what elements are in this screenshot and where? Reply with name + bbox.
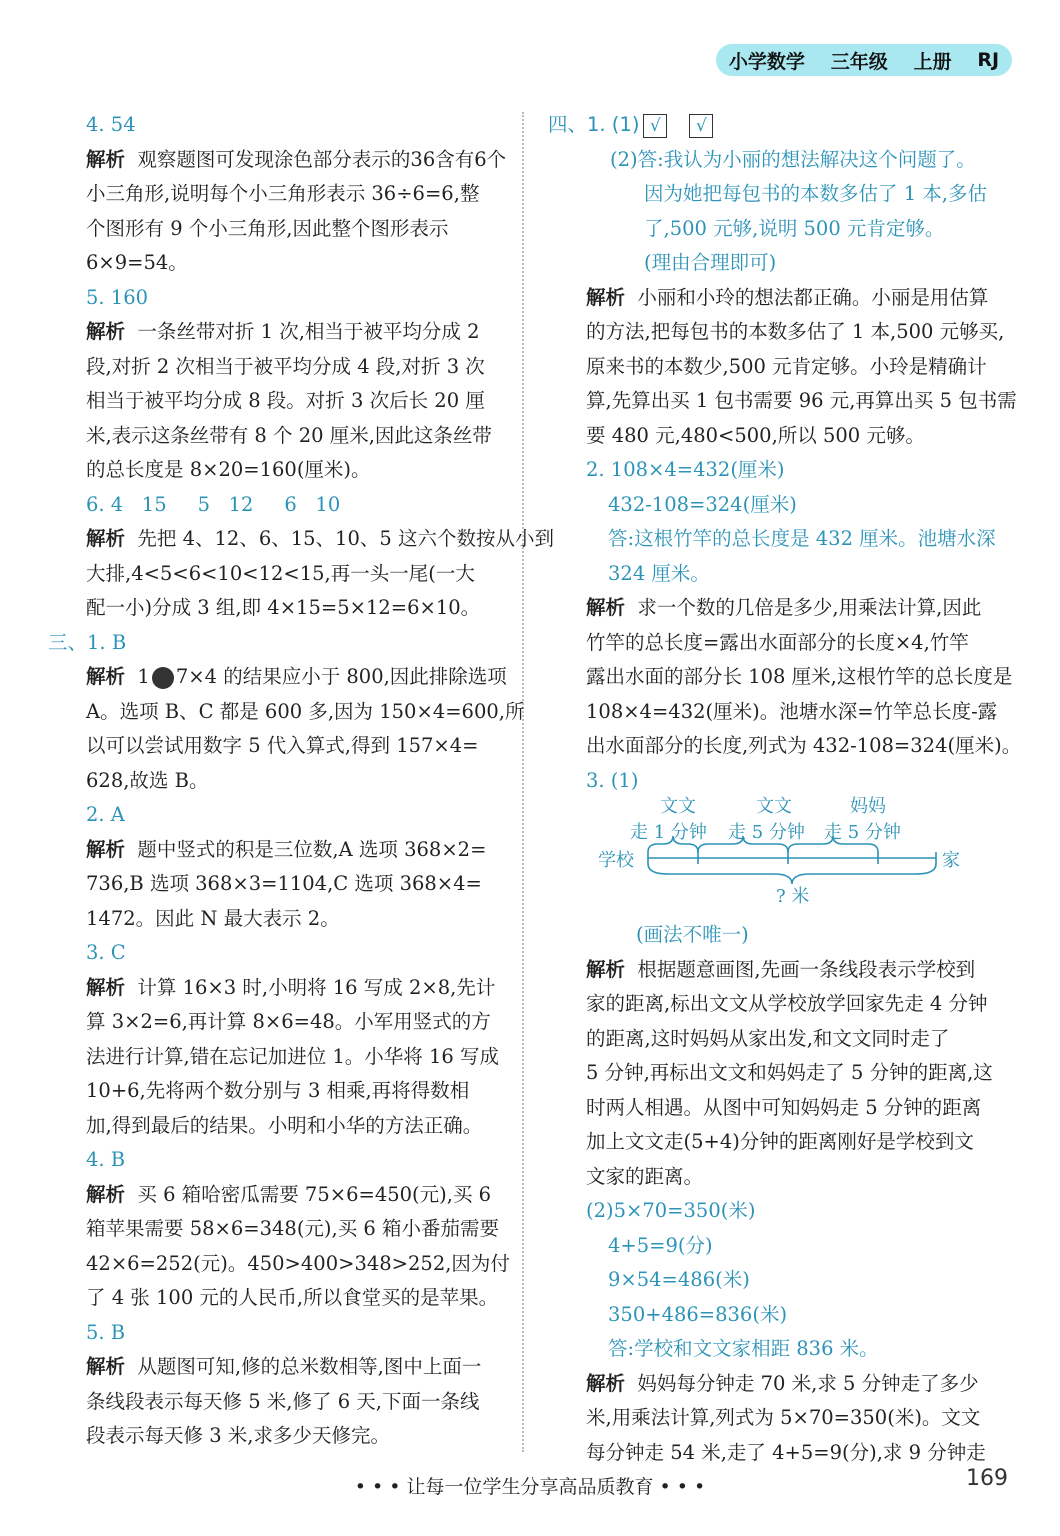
s3-q2-analysis-line: 解析 题中竖式的积是三位数,A 选项 368×2= [86,837,487,861]
analysis-label: 解析 [86,1182,126,1206]
q4-analysis-line: 个图形有 9 个小三角形,因此整个图形表示 [86,216,449,240]
q4-analysis-line: 解析 观察题图可发现涂色部分表示的36含有6个 [86,147,507,171]
analysis-label: 解析 [586,957,626,981]
header-badge [716,44,1012,76]
right-column [548,108,1022,1470]
analysis-label: 解析 [586,596,626,619]
diagram-segment-label: 走 5 分钟 [824,822,901,843]
s4-q3-analysis-line: 家的距离,标出文文从学校放学回家先走 4 分钟 [586,992,988,1015]
s3-q4-analysis-line: 箱苹果需要 58×6=348(元),买 6 箱小番茄需要 [86,1217,500,1240]
header-edition: RJ [977,49,1000,71]
header-volume: 上册 [913,50,952,73]
analysis-label: 解析 [586,285,626,309]
q5-analysis-line: 的总长度是 8×20=160(厘米)。 [86,458,371,481]
header-grade: 三年级 [830,50,888,73]
q5-analysis-line: 米,表示这条丝带有 8 个 20 厘米,因此这条丝带 [86,423,492,447]
analysis-label: 解析 [86,1355,126,1378]
s4-q1-2-answer-line: (理由合理即可) [644,251,777,274]
q4-answer: 4. 54 [86,113,136,136]
s4-q3-note: (画法不唯一) [636,923,749,946]
s4-q1-analysis-line: 算,先算出买 1 包书需要 96 元,再算出买 5 包书需 [586,389,1017,412]
s3-q1-analysis-line: 628,故选 B。 [86,768,209,792]
s4-q1-1-answer [548,108,1018,143]
s3-q2-answer: 2. A [86,803,125,826]
column-divider [522,112,524,1452]
s4-q1-analysis-line: 要 480 元,480<500,所以 500 元够。 [586,423,925,447]
s3-q4-answer: 4. B [86,1148,126,1171]
left-column [48,108,554,1454]
s4-q2-analysis-line: 出水面部分的长度,列式为 432-108=324(厘米)。 [586,734,1022,757]
s4-q2-analysis-line: 解析 求一个数的几倍是多少,用乘法计算,因此 [586,596,982,619]
s4-q1-analysis-line: 解析 小丽和小玲的想法都正确。小丽是用估算 [586,285,989,309]
q6-analysis-line: 配一小)分成 3 组,即 4×15=5×12=6×10。 [86,596,481,619]
s4-q3-analysis-line: 加上文文走(5+4)分钟的距离刚好是学校到文 [586,1130,974,1153]
s4-q2-analysis-line: 108×4=432(厘米)。池塘水深=竹竿总长度-露 [586,699,998,723]
q5-analysis-line: 段,对折 2 次相当于被平均分成 4 段,对折 3 次 [86,354,485,378]
footer-slogan: • • • 让每一位学生分享高品质教育 • • • [354,1476,706,1498]
analysis-label: 解析 [86,320,126,343]
analysis-label: 解析 [86,837,126,861]
s4-q3-2-answer-line: 4+5=9(分) [608,1233,713,1257]
s4-q3-analysis-line: 时两人相遇。从图中可知妈妈走 5 分钟的距离 [586,1095,982,1119]
s3-q3-analysis-line: 10+6,先将两个数分别与 3 相乘,再将得数相 [86,1079,470,1102]
analysis-label: 解析 [86,665,126,688]
q4-analysis-line: 6×9=54。 [86,251,188,274]
analysis-label: 解析 [86,527,126,550]
s3-q4-analysis-line: 了 4 张 100 元的人民币,所以食堂买的是苹果。 [86,1286,499,1309]
s4-q3-2-analysis-line: 米,用乘法计算,列式为 5×70=350(米)。文文 [586,1406,981,1429]
s3-q3-analysis-line: 算 3×2=6,再计算 8×6=48。小军用竖式的方 [86,1010,491,1033]
s3-q3-analysis-line: 解析 计算 16×3 时,小明将 16 写成 2×8,先计 [86,975,496,999]
checkmark-box-icon: √ [689,114,713,138]
diagram-segment-label: 走 1 分钟 [630,822,707,843]
page-number: 169 [966,1466,1008,1491]
s4-q3-analysis-line: 解析 根据题意画图,先画一条线段表示学校到 [586,957,976,981]
s3-q3-analysis-line: 法进行计算,错在忘记加进位 1。小华将 16 写成 [86,1044,500,1068]
s4-q3-2-answer-line: 350+486=836(米) [608,1302,788,1326]
s4-q3-label: 3. (1) [586,768,639,792]
q5-analysis-line: 解析 一条丝带对折 1 次,相当于被平均分成 2 [86,320,480,343]
line-segment-diagram [588,798,1018,918]
s3-q1-answer: 三、1. B [48,630,127,654]
q5-answer: 5. 160 [86,285,149,309]
diagram-segment-label: 走 5 分钟 [728,822,805,843]
s4-q1-2-answer-line: (2)答:我认为小丽的想法解决这个问题了。 [610,147,976,171]
q4-analysis-line: 小三角形,说明每个小三角形表示 36÷6=6,整 [86,182,480,205]
s4-q3-analysis-line: 5 分钟,再标出文文和妈妈走了 5 分钟的距离,这 [586,1061,993,1084]
diagram-top-label: 文文 [660,796,696,817]
s4-q3-2-answer-line: 答:学校和文文家相距 836 米。 [608,1337,879,1360]
diagram-top-label: 文文 [756,796,792,817]
s3-q2-analysis-line: 1472。因此 N 最大表示 2。 [86,906,340,930]
s3-q4-analysis-line: 42×6=252(元)。450>400>348>252,因为付 [86,1251,510,1275]
s3-q3-answer: 3. C [86,941,126,964]
s3-q5-analysis-line: 解析 从题图可知,修的总米数相等,图中上面一 [86,1355,482,1378]
s3-q5-analysis-line: 段表示每天修 3 米,求多少天修完。 [86,1424,391,1447]
s4-q1-2-answer-line: 因为她把每包书的本数多估了 1 本,多估 [644,182,988,205]
s4-q1-2-answer-line: 了,500 元够,说明 500 元肯定够。 [644,216,945,240]
s4-q2-answer-line: 432-108=324(厘米) [608,492,797,516]
diagram-right-end: 家 [942,850,960,871]
s4-q3-2-analysis-line: 解析 妈妈每分钟走 70 米,求 5 分钟走了多少 [586,1371,979,1395]
s4-q2-analysis-line: 竹竿的总长度=露出水面部分的长度×4,竹竿 [586,630,969,654]
diagram-left-end: 学校 [598,850,634,871]
s3-q2-analysis-line: 736,B 选项 368×3=1104,C 选项 368×4= [86,872,482,895]
q6-analysis-line: 解析 先把 4、12、6、15、10、5 这六个数按从小到 [86,527,554,550]
s4-q2-answer-line: 答:这根竹竿的总长度是 432 厘米。池塘水深 [608,527,996,550]
s4-q3-2-analysis-line: 每分钟走 54 米,走了 4+5=9(分),求 9 分钟走 [586,1440,986,1464]
s4-q3-analysis-line: 文家的距离。 [586,1164,704,1188]
s3-q5-analysis-line: 条线段表示每天修 5 米,修了 6 天,下面一条线 [86,1389,480,1413]
s4-q3-2-answer-line: 9×54=486(米) [608,1268,750,1291]
s4-q3-analysis-line: 的距离,这时妈妈从家出发,和文文同时走了 [586,1026,950,1050]
s3-q1-analysis-line: A。选项 B、C 都是 600 多,因为 150×4=600,所 [86,699,525,723]
analysis-label: 解析 [586,1371,626,1395]
diagram-bottom-label: ? 米 [776,886,810,907]
q6-answer: 6. 4 15 5 12 6 10 [86,492,341,516]
ink-blot-icon [152,667,174,689]
s3-q3-analysis-line: 加,得到最后的结果。小明和小华的方法正确。 [86,1113,483,1137]
checkmark-box-icon: √ [643,114,667,138]
q5-analysis-line: 相当于被平均分成 8 段。对折 3 次后长 20 厘 [86,389,485,412]
analysis-label: 解析 [86,975,126,999]
s3-q4-analysis-line: 解析 买 6 箱哈密瓜需要 75×6=450(元),买 6 [86,1182,492,1206]
brace-bottom [648,864,936,884]
s4-q2-answer-line: 324 厘米。 [608,561,710,585]
s4-q3-2-answer-line: (2)5×70=350(米) [586,1199,756,1222]
analysis-label: 解析 [86,147,126,171]
q6-analysis-line: 大排,4<5<6<10<12<15,再一头一尾(一大 [86,561,475,585]
section-title: 三、 [48,630,88,654]
s4-q1-analysis-line: 原来书的本数少,500 元肯定够。小玲是精确计 [586,354,987,378]
s4-q2-answer-line: 2. 108×4=432(厘米) [586,458,785,481]
diagram-top-label: 妈妈 [850,796,886,817]
header-subject: 小学数学 [728,50,805,73]
section-title: 四、1. (1) [548,113,640,136]
s3-q5-answer: 5. B [86,1320,126,1344]
s4-q2-analysis-line: 露出水面的部分长 108 厘米,这根竹竿的总长度是 [586,665,1013,688]
s3-q1-analysis-line: 解析 1 7×4 的结果应小于 800,因此排除选项 [86,665,507,688]
s3-q1-analysis-line: 以可以尝试用数字 5 代入算式,得到 157×4= [86,734,479,757]
s4-q1-analysis-line: 的方法,把每包书的本数多估了 1 本,500 元够买, [586,320,1005,343]
